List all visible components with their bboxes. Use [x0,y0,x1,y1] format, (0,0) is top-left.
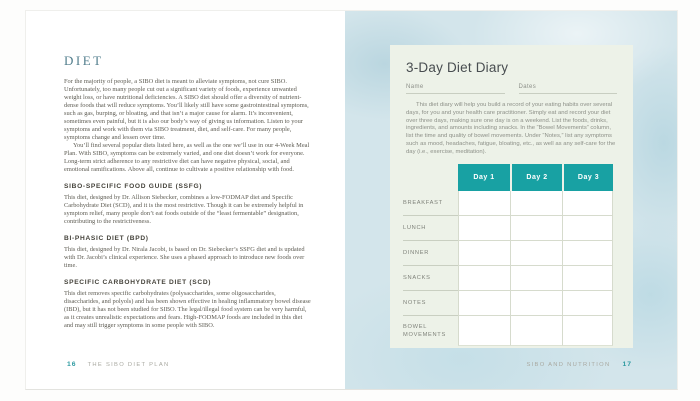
table-cell [458,291,510,316]
table-cell [562,291,613,316]
table-cell [562,216,613,241]
row-label-bowel-movements: BOWEL MOVEMENTS [403,323,446,338]
right-running-title: SIBO AND NUTRITION [526,362,611,368]
row-label-breakfast: BREAKFAST [403,191,458,216]
table-cell [458,191,510,216]
intro-paragraph-2: You’ll find several popular diets listed here, as well as the one we’ll use in our 4-Week Meal Plan. With SIBO, symptoms can be extremely varied, and one diet doesn’t work for everyone. Long-term strict adherence to any restrictive diet can have negative physical, social, and emotional ramifications. Above all, continue to cultivate a positive relationship with food. [64,142,310,173]
table-cell [458,266,510,291]
left-page-content [64,53,311,330]
right-page-number: 17 [622,361,632,368]
section-body-ssfg: This diet, designed by Dr. Allison Siebecker, combines a low-FODMAP diet and Specific Carbohydrate Diet (SCD), and it is the most restrictive. Though it can be extremely helpful in symptom relief, many people don’t eat foods outside of the “least fermentable” designation, contributing to the restrictiveness. [64,194,304,225]
table-cell [510,216,562,241]
left-page-number: 16 [67,361,77,368]
diet-diary-panel [390,45,633,348]
diet-diary-table [403,164,633,346]
section-heading-scd: SPECIFIC CARBOHYDRATE DIET (SCD) [64,279,212,286]
chapter-heading: DIET [64,53,104,68]
section-heading-bpd: BI-PHASIC DIET (BPD) [64,235,149,242]
table-cell [562,241,613,266]
table-cell [510,241,562,266]
left-page-footer [67,361,169,368]
left-page [26,11,345,389]
column-header-day2: Day 2 [510,164,562,191]
column-header-day1: Day 1 [458,164,510,191]
table-cell [510,291,562,316]
book-spread [25,10,678,390]
name-label: Name [406,84,424,90]
diary-fields [406,84,617,94]
table-cell [458,241,510,266]
table-cell [458,216,510,241]
table-cell [510,191,562,216]
row-label-notes: NOTES [403,291,458,316]
left-running-title: THE SIBO DIET PLAN [87,362,170,368]
row-label-lunch: LUNCH [403,216,458,241]
table-corner-spacer [403,164,458,191]
column-header-day3: Day 3 [562,164,613,191]
right-page [345,11,677,389]
table-cell [510,266,562,291]
diary-instructions: This diet diary will help you build a record of your eating habits over several days, for you and your health care practitioner. Simply eat and record your diet over three days, making sure one day is on a weekend. List the foods, drinks, ingredients, and amounts including snacks. In the “Bowel Movements” column, list the time and quality of bowel movements. Under “Notes,” list any symptoms such as mood, headaches, fatigue, bloating, etc., as well as any self-care for the day (i.e., exercise, meditation). [406,102,616,155]
section-body-bpd: This diet, designed by Dr. Nirala Jacobi, is based on Dr. Siebecker’s SSFG diet and is updated with Dr. Jacobi’s clinical experience. She uses a phased approach to introduce new foods over time. [64,246,305,269]
table-cell [510,316,562,346]
right-page-footer [526,361,632,368]
row-label-dinner: DINNER [403,241,458,266]
dates-field [519,84,618,94]
table-cell [562,266,613,291]
table-cell [562,316,613,346]
intro-paragraph-1: For the majority of people, a SIBO diet is meant to alleviate symptoms, not cure SIBO. Unfortunately, too many people cut out a significant variety of foods, experience unwanted weight loss, or have nutritional deficiencies. A SIBO diet should offer a diversity of nutrient-dense foods that will reduce symptoms. You’ll likely still have some gastrointestinal symptoms, such as gas, burping, or bloating, and that isn’t a major cause for alarm. It’s inconvenient, sometimes even painful, but it is also our body’s way of giving us information. Listen to your symptoms and work with them via SIBO treatment, diet, and self-care. For many people, symptoms change and lessen over time. [64,78,309,141]
section-heading-ssfg: SIBO-SPECIFIC FOOD GUIDE (SSFG) [64,183,203,190]
name-field [406,84,505,94]
diary-title: 3-Day Diet Diary [406,60,509,75]
table-cell [562,191,613,216]
row-label-snacks: SNACKS [403,266,458,291]
table-cell [458,316,510,346]
dates-label: Dates [518,84,537,90]
section-body-scd: This diet removes specific carbohydrates (polysaccharides, some oligosaccharides, disaccharides, and polyols) and has been shown effective in healing inflammatory bowel disease (IBD), but it has not been studied for SIBO. The legal/illegal food system can be very harmful, as it creates unrealistic expectations and fears. High-FODMAP foods are included in this diet and may still trigger symptoms in some people with SIBO. [64,290,311,329]
